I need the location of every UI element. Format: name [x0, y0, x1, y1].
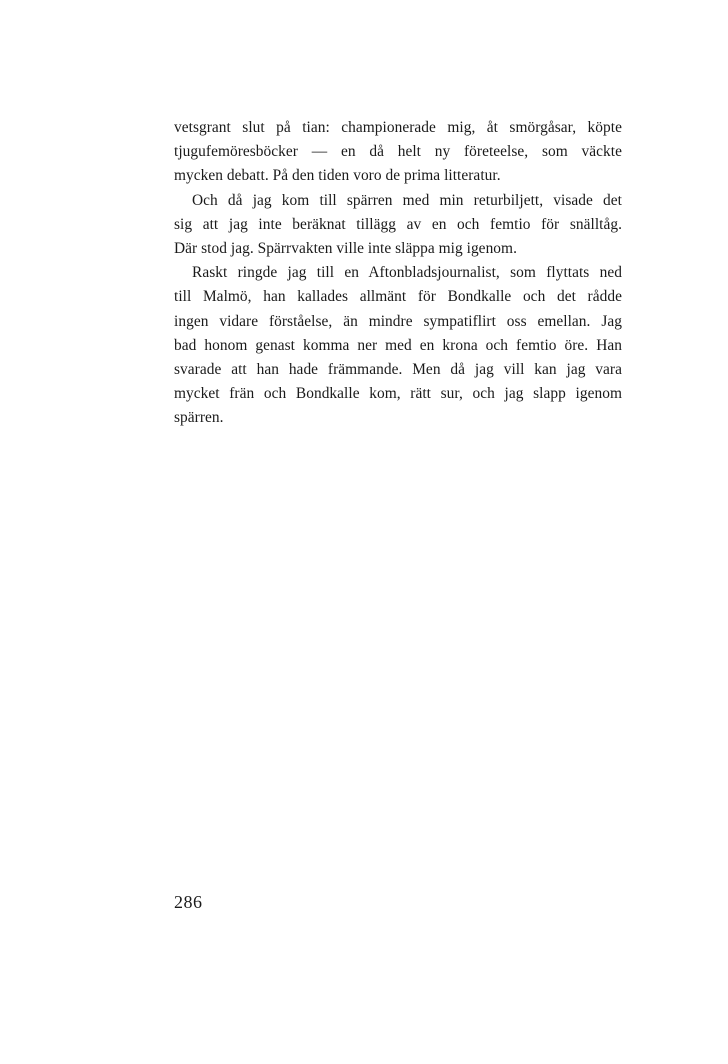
- text-line: ingen vidare förståelse, än mindre sympatiflirt oss emellan. Jag: [174, 312, 622, 330]
- text-line: mycken debatt. På den tiden voro de prima litteratur.: [174, 167, 501, 185]
- body-text: [174, 116, 622, 430]
- text-line: mycket frän och Bondkalle kom, rätt sur, och jag slapp igenom: [174, 385, 622, 403]
- text-line: Och då jag kom till spärren med min returbiljett, visade det: [192, 191, 622, 209]
- page-number: 286: [174, 892, 203, 912]
- text-line: svarade att han hade främmande. Men då jag vill kan jag vara: [174, 360, 622, 378]
- paragraph-3: [174, 261, 622, 430]
- text-line: Där stod jag. Spärrvakten ville inte släppa mig igenom.: [174, 239, 517, 257]
- text-line: vetsgrant slut på tian: championerade mig, åt smörgåsar, köpte: [174, 119, 622, 136]
- text-line: till Malmö, han kallades allmänt för Bondkalle och det rådde: [174, 288, 622, 306]
- text-line: spärren.: [174, 409, 224, 427]
- text-line: Raskt ringde jag till en Aftonbladsjournalist, som flyttats ned: [192, 264, 622, 282]
- text-line: bad honom genast komma ner med en krona och femtio öre. Han: [174, 336, 622, 354]
- text-line: sig att jag inte beräknat tillägg av en och femtio för snälltåg.: [174, 215, 622, 233]
- paragraph-1: [174, 116, 622, 189]
- paragraph-2: [174, 189, 622, 262]
- text-line: tjugufemöresböcker — en då helt ny företeelse, som väckte: [174, 143, 622, 161]
